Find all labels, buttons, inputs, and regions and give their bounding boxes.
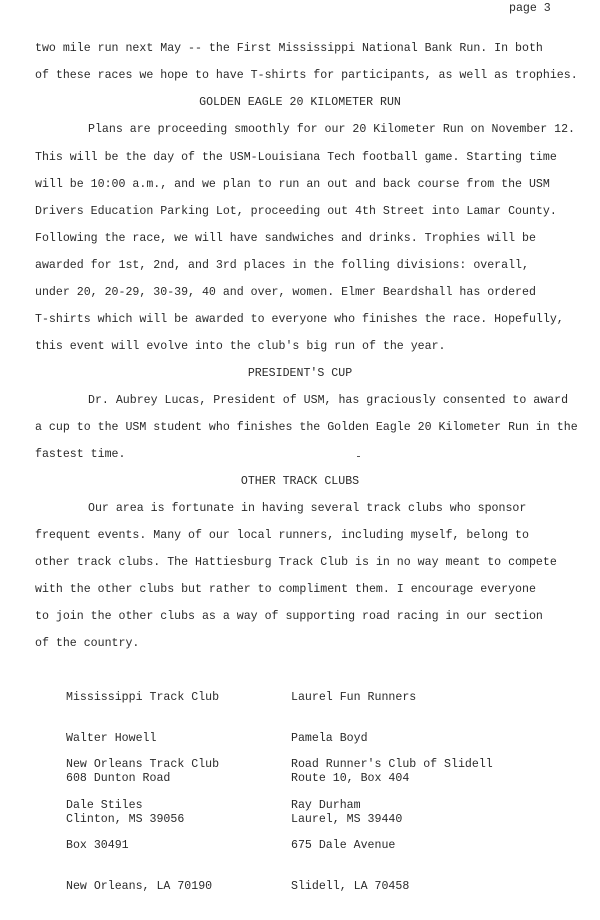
club-city: Slidell, LA 70458 — [291, 879, 410, 893]
club-contact: Pamela Boyd — [291, 731, 368, 745]
club-city: New Orleans, LA 70190 — [66, 879, 213, 893]
paragraph-line: other track clubs. The Hattiesburg Track Club is in no way meant to compete — [35, 556, 557, 569]
club-street: 608 Dunton Road — [66, 772, 171, 785]
paragraph-line: T-shirts which will be awarded to everyone who finishes the race. Hopefully, — [35, 313, 564, 326]
paragraph-line: Our area is fortunate in having several track clubs who sponsor — [88, 502, 527, 515]
club-address-block — [291, 731, 493, 920]
paragraph-line: This will be the day of the USM-Louisiana Tech football game. Starting time — [35, 151, 557, 164]
club-street: 675 Dale Avenue — [291, 839, 396, 852]
club-name: Mississippi Track Club — [66, 691, 220, 704]
club-name: New Orleans Track Club — [66, 758, 220, 771]
club-street: Box 30491 — [66, 839, 129, 852]
paragraph-line: a cup to the USM student who finishes the Golden Eagle 20 Kilometer Run in the — [35, 421, 578, 434]
section-heading-presidents-cup: PRESIDENT'S CUP — [247, 367, 353, 380]
paragraph-line: fastest time. — [35, 448, 126, 461]
paragraph-line: Plans are proceeding smoothly for our 20 Kilometer Run on November 12. — [88, 123, 576, 136]
paragraph-line: under 20, 20-29, 30-39, 40 and over, women. Elmer Beardshall has ordered — [35, 286, 536, 299]
club-name: Laurel Fun Runners — [291, 691, 417, 704]
page-number: page 3 — [509, 2, 551, 15]
club-street: Route 10, Box 404 — [291, 772, 410, 785]
paragraph-line: Following the race, we will have sandwiches and drinks. Trophies will be — [35, 232, 536, 245]
paragraph-line: Dr. Aubrey Lucas, President of USM, has graciously consented to award — [88, 394, 569, 407]
section-heading-other-track-clubs: OTHER TRACK CLUBS — [240, 475, 360, 488]
stray-mark — [357, 456, 360, 457]
club-city: Laurel, MS 39440 — [291, 812, 403, 826]
club-contact: Ray Durham — [291, 798, 361, 812]
intro-line-2: of these races we hope to have T-shirts for participants, as well as trophies. — [35, 69, 578, 82]
paragraph-line: this event will evolve into the club's big run of the year. — [35, 340, 446, 353]
paragraph-line: frequent events. Many of our local runners, including myself, belong to — [35, 529, 529, 542]
club-address-block — [66, 731, 219, 920]
club-contact: Dale Stiles — [66, 798, 143, 812]
intro-line-1: two mile run next May -- the First Mississippi National Bank Run. In both — [35, 42, 543, 55]
paragraph-line: will be 10:00 a.m., and we plan to run an out and back course from the USM — [35, 178, 550, 191]
club-contact: Walter Howell — [66, 731, 157, 745]
paragraph-line: to join the other clubs as a way of supporting road racing in our section — [35, 610, 543, 623]
club-city: Clinton, MS 39056 — [66, 812, 185, 826]
paragraph-line: with the other clubs but rather to compliment them. I encourage everyone — [35, 583, 536, 596]
paragraph-line: awarded for 1st, 2nd, and 3rd places in the folling divisions: overall, — [35, 259, 529, 272]
paragraph-line: of the country. — [35, 637, 140, 650]
paragraph-line: Drivers Education Parking Lot, proceeding out 4th Street into Lamar County. — [35, 205, 557, 218]
club-name: Road Runner's Club of Slidell — [291, 758, 493, 771]
section-heading-golden-eagle: GOLDEN EAGLE 20 KILOMETER RUN — [199, 96, 401, 109]
